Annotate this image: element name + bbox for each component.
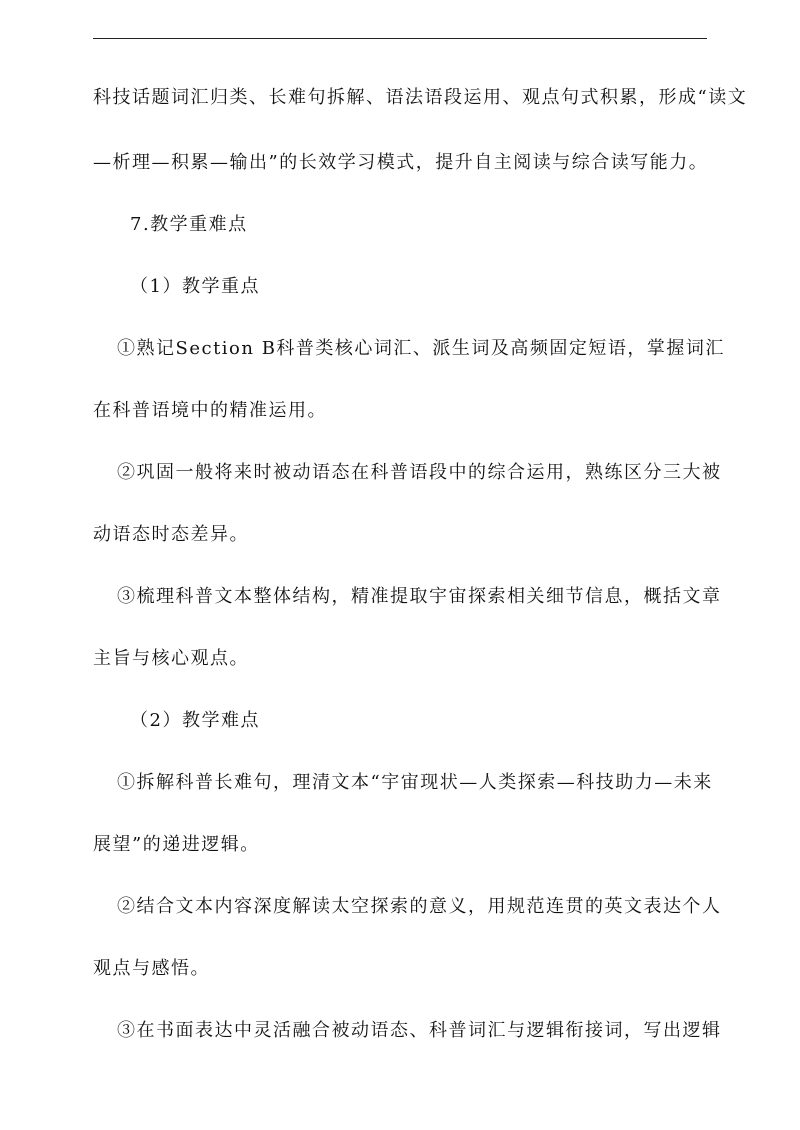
paragraph-line: 科技话题词汇归类、长难句拆解、语法语段运用、观点句式积累，形成“读文 xyxy=(93,87,748,108)
list-item-line: 主旨与核心观点。 xyxy=(93,648,249,669)
list-item-line: 观点与感悟。 xyxy=(93,958,210,979)
paragraph-line: —析理—积累—输出”的长效学习模式，提升自主阅读与综合读写能力。 xyxy=(93,152,709,173)
header-rule xyxy=(93,38,707,39)
list-item-line: ①拆解科普长难句，理清文本“宇宙现状—人类探索—科技助力—未来 xyxy=(117,772,713,793)
list-item-line: ③在书面表达中灵活融合被动语态、科普词汇与逻辑衔接词，写出逻辑 xyxy=(117,1020,722,1041)
subsection-heading: （1）教学重点 xyxy=(130,276,260,297)
subsection-heading: （2）教学难点 xyxy=(130,710,260,731)
list-item-line: ①熟记Section B科普类核心词汇、派生词及高频固定短语，掌握词汇 xyxy=(117,338,725,359)
list-item-line: 在科普语境中的精准运用。 xyxy=(93,400,327,421)
section-heading: 7.教学重难点 xyxy=(130,214,248,235)
list-item-line: 展望”的递进逻辑。 xyxy=(93,834,260,855)
list-item-line: ③梳理科普文本整体结构，精准提取宇宙探索相关细节信息，概括文章 xyxy=(117,586,722,607)
list-item-line: 动语态时态差异。 xyxy=(93,524,249,545)
list-item-line: ②巩固一般将来时被动语态在科普语段中的综合运用，熟练区分三大被 xyxy=(117,462,722,483)
list-item-line: ②结合文本内容深度解读太空探索的意义，用规范连贯的英文表达个人 xyxy=(117,896,722,917)
